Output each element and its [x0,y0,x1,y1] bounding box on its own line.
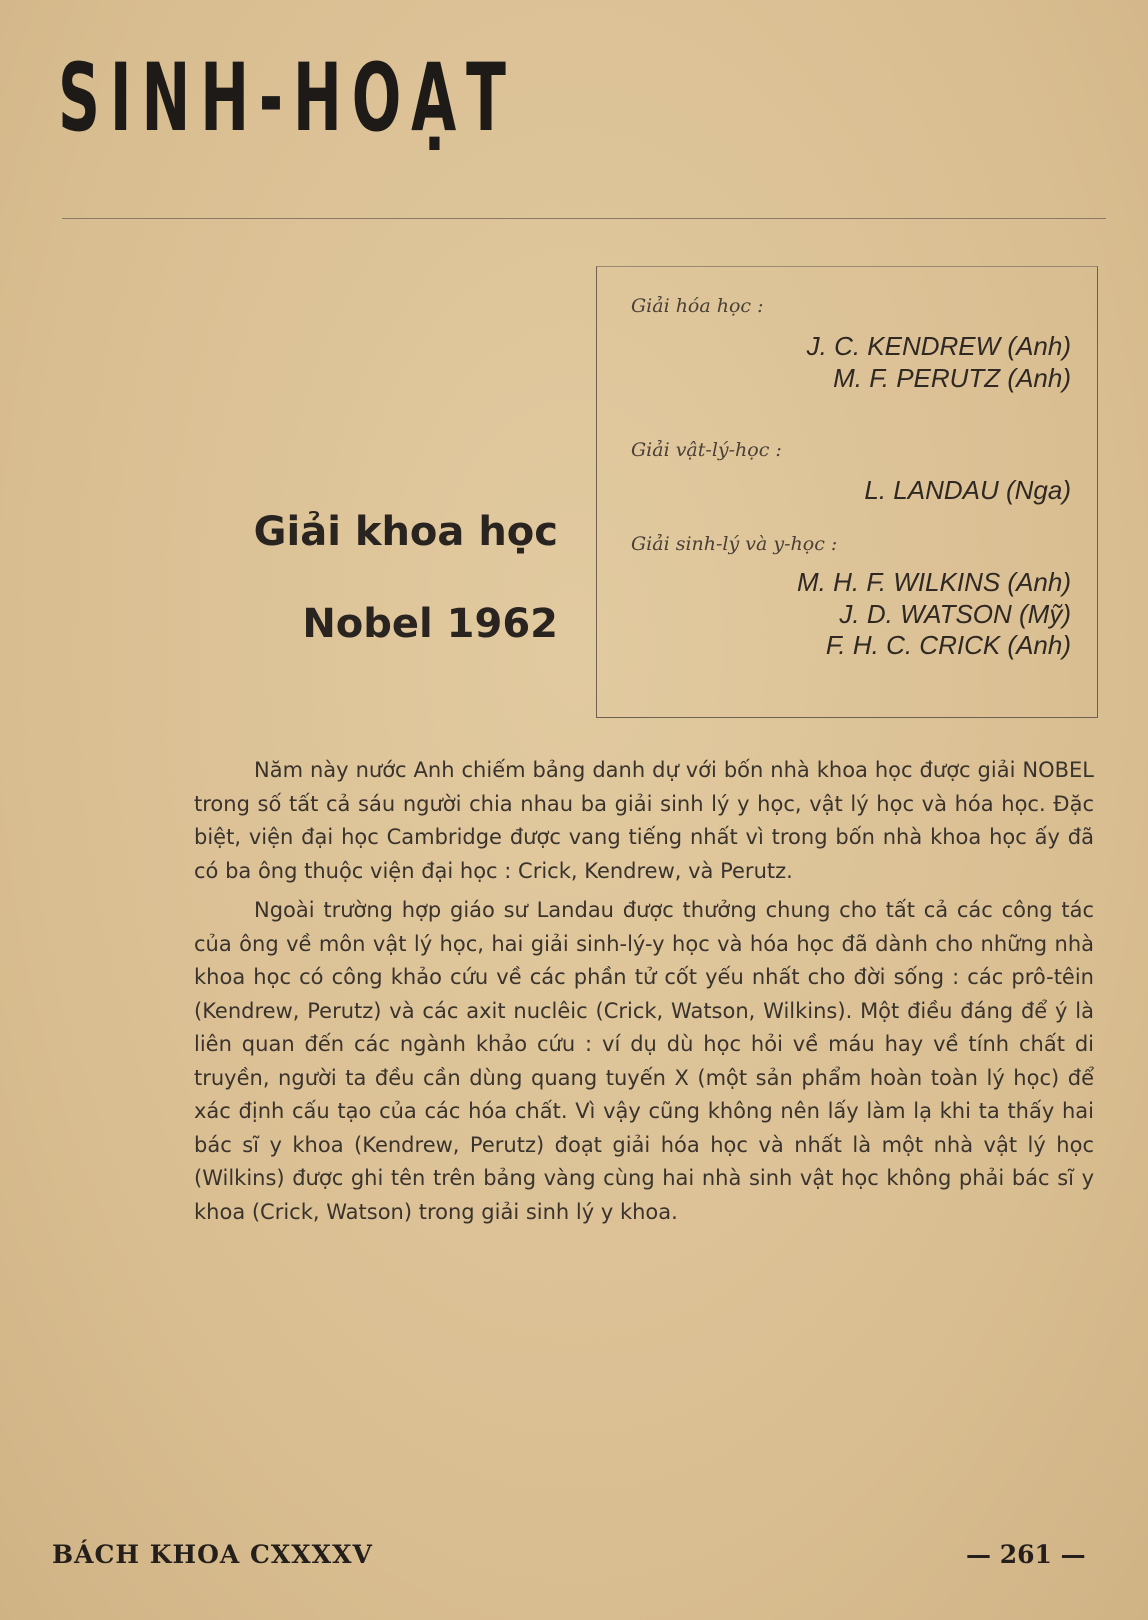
laureate-name: F. H. C. CRICK (Anh) [825,630,1071,661]
laureate-name: L. LANDAU (Nga) [864,475,1071,505]
prize-group-chemistry [631,295,1071,394]
section-title: SINH-HOẠT [58,44,516,153]
headline-line-2: Nobel 1962 [302,601,558,647]
publication-footer: BÁCH KHOA CXXXXV [52,1540,373,1569]
laureates-box [596,266,1098,718]
laureate-name: M. F. PERUTZ (Anh) [833,362,1071,393]
prize-group-medicine [631,533,1071,662]
laureate-name: J. D. WATSON (Mỹ) [839,598,1071,629]
prize-category: Giải vật-lý-học : [631,439,782,461]
header-divider [62,218,1106,219]
laureate-name: J. C. KENDREW (Anh) [806,331,1071,361]
laureate-name: M. H. F. WILKINS (Anh) [796,567,1071,597]
page-number: — 261 — [966,1540,1086,1569]
article-body [194,754,1094,1229]
body-paragraph: Năm này nước Anh chiếm bảng danh dự với bốn nhà khoa học được giải NOBEL trong số tất cả sáu người chia nhau ba giải sinh lý y học, vật lý học và hóa học. Đặc biệt, viện đại học Cambridge được vang tiếng nhất vì trong bốn nhà khoa học ấy đã có ba ông thuộc viện đại học : Crick, Kendrew, và Perutz. [194,758,1094,883]
prize-category: Giải hóa học : [631,295,764,317]
article-headline [253,509,558,647]
prize-category: Giải sinh-lý và y-học : [631,533,838,555]
prize-group-physics [631,439,1071,507]
headline-line-1: Giải khoa học [253,509,558,555]
body-paragraph: Ngoài trường hợp giáo sư Landau được thưởng chung cho tất cả các công tác của ông về môn vật lý học, hai giải sinh-lý-y học và hóa học đã dành cho những nhà khoa học có công khảo cứu về các phần tử cốt yếu nhất cho đời sống : các prô-têin (Kendrew, Perutz) và các axit nuclêic (Crick, Watson, Wilkins). Một điều đáng để ý là liên quan đến các ngành khảo cứu : ví dụ dù học hỏi về máu hay về tính chất di truyền, người ta đều cần dùng quang tuyến X (một sản phẩm hoàn toàn lý học) để xác định cấu tạo của các hóa chất. Vì vậy cũng không nên lấy làm lạ khi ta thấy hai bác sĩ y khoa (Kendrew, Perutz) đoạt giải hóa học và nhất là một nhà vật lý học (Wilkins) được ghi tên trên bảng vàng cùng hai nhà sinh vật học không phải bác sĩ y khoa (Crick, Watson) trong giải sinh lý y khoa. [194,898,1094,1224]
